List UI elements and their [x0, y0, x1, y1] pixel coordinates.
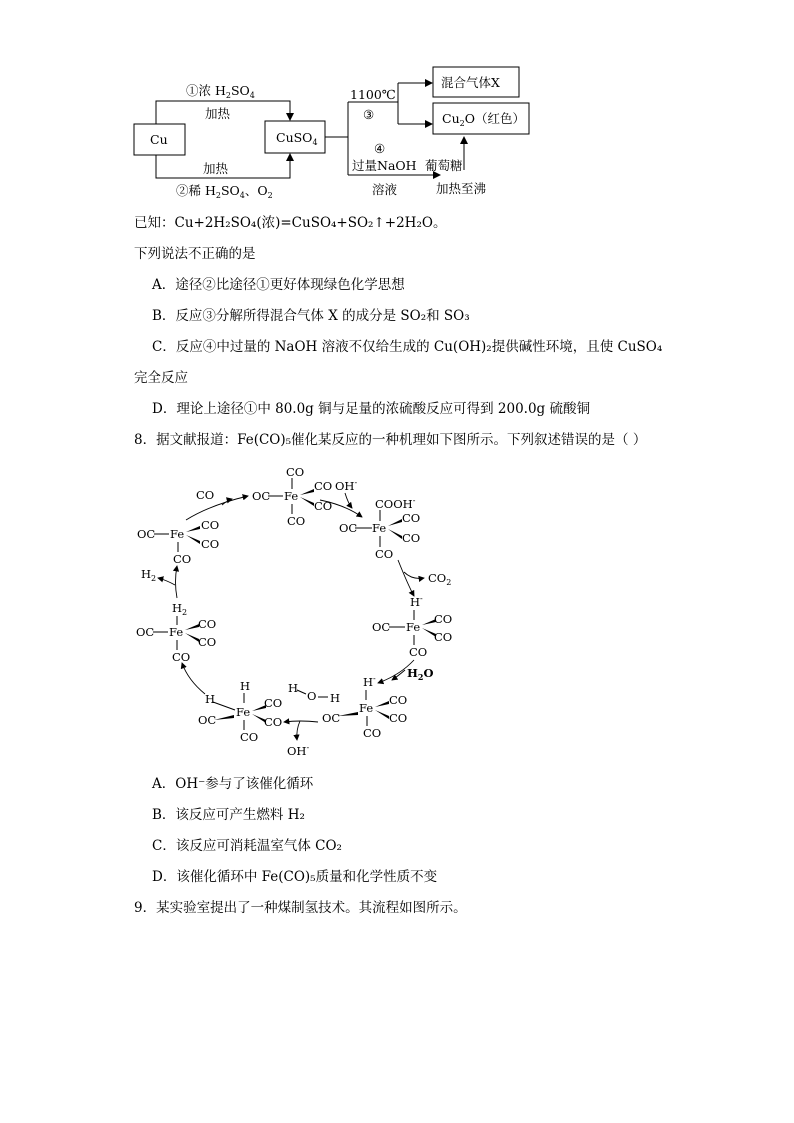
temperature-label: 1100℃: [350, 87, 396, 102]
copper-sulfate-flow-diagram: [0, 0, 794, 210]
svg-text:H: H: [330, 691, 341, 705]
svg-text:OC: OC: [322, 711, 341, 725]
cycle-arrow-to-h2-complex: [182, 663, 205, 694]
fe-dihydride-complex: [198, 679, 282, 744]
svg-text:CO: CO: [198, 635, 217, 649]
svg-text:Fe: Fe: [406, 620, 421, 634]
fe-co5-catalytic-cycle: [0, 455, 794, 765]
q7-option-d: D．理论上途径①中 80.0g 铜与足量的浓硫酸反应可得到 200.0g 硫酸铜: [152, 401, 590, 417]
svg-text:CO: CO: [201, 537, 220, 551]
svg-text:CO: CO: [173, 552, 192, 566]
path2-heat: 加热: [203, 161, 229, 176]
svg-text:H: H: [205, 692, 216, 706]
svg-text:CO: CO: [389, 693, 408, 707]
svg-text:H: H: [288, 681, 299, 695]
co-leaving-label: CO: [196, 488, 215, 502]
svg-text:OC: OC: [137, 527, 156, 541]
path1-heat: 加热: [205, 106, 231, 121]
oh-leaving-label: OH-: [287, 743, 310, 758]
naoh-label: 过量NaOH: [352, 158, 417, 173]
svg-text:CO: CO: [434, 612, 453, 626]
svg-text:OC: OC: [198, 713, 217, 727]
svg-text:OC: OC: [136, 625, 155, 639]
svg-text:O: O: [307, 689, 317, 703]
svg-text:CO: CO: [201, 518, 220, 532]
boil-label: 加热至沸: [436, 181, 487, 196]
cuso4-label: CuSO$_4$: [276, 130, 318, 147]
step4-label: ④: [374, 141, 386, 156]
path2-reagent: ②稀 $H_2SO_4$、$O_2$: [176, 183, 273, 200]
svg-text:CO: CO: [402, 531, 421, 545]
svg-text:Fe: Fe: [236, 705, 251, 719]
svg-text:Fe: Fe: [170, 527, 185, 541]
q8-option-b: B．该反应可产生燃料 H₂: [152, 807, 305, 823]
svg-text:CO: CO: [402, 511, 421, 525]
svg-text:Fe: Fe: [169, 625, 184, 639]
svg-text:CO: CO: [314, 479, 333, 493]
svg-text:CO: CO: [434, 630, 453, 644]
fe-co4-complex: [137, 518, 219, 566]
svg-text:CO: CO: [240, 730, 259, 744]
fe-co5-complex: [252, 465, 332, 528]
h2-out-arrow: [158, 578, 175, 585]
solution-label: 溶液: [372, 182, 398, 197]
svg-text:Fe: Fe: [372, 521, 387, 535]
svg-text:H: H: [240, 679, 251, 693]
svg-text:CO: CO: [264, 696, 283, 710]
svg-text:CO: CO: [314, 499, 333, 513]
svg-text:COOH-: COOH-: [375, 496, 416, 511]
q9-stem: 9．某实验室提出了一种煤制氢技术。其流程如图所示。: [134, 900, 467, 916]
cu-label: Cu: [150, 132, 168, 147]
cycle-arrow-co2-loss: [398, 560, 414, 596]
svg-text:CO: CO: [198, 617, 217, 631]
co2-leaving-label: $CO_2$: [428, 571, 452, 587]
fe-water-complex: [288, 674, 407, 740]
fe-hydride-complex: [372, 594, 452, 659]
oh-out-arrow: [297, 721, 300, 740]
svg-text:Fe: Fe: [359, 701, 374, 715]
cu2o-label: $Cu_2O$（红色）: [442, 111, 525, 128]
svg-text:CO: CO: [172, 650, 191, 664]
svg-text:OC: OC: [372, 620, 391, 634]
svg-text:H2: $H_2$: [172, 601, 188, 617]
co2-out-arrow: [404, 572, 424, 578]
h2-leaving-label: $H_2$: [141, 567, 157, 583]
svg-text:CO: CO: [286, 465, 305, 479]
q7-option-a: A．途径②比途径①更好体现绿色化学思想: [152, 277, 405, 293]
svg-text:CO: CO: [264, 715, 283, 729]
svg-text:H-: H-: [410, 594, 423, 609]
h2o-entering-label: $H_2O$: [407, 666, 434, 682]
cycle-arrow-h2-loss: [176, 566, 178, 598]
gas-x-label: 混合气体X: [441, 75, 500, 90]
q8-option-d: D．该催化循环中 Fe(CO)₅质量和化学性质不变: [152, 869, 438, 885]
cycle-arrow-oh-loss: [284, 721, 318, 722]
h2o-in-arrow: [392, 670, 405, 680]
q8-option-a: A．OH⁻参与了该催化循环: [152, 776, 314, 792]
q8-option-c: C．该反应可消耗温室气体 CO₂: [152, 838, 342, 854]
svg-text:Fe: Fe: [284, 489, 299, 503]
svg-text:OC: OC: [339, 521, 358, 535]
oh-entering-label: OH-: [335, 478, 358, 493]
svg-text:CO: CO: [287, 514, 306, 528]
svg-text:OC: OC: [252, 489, 271, 503]
q7-option-b: B．反应③分解所得混合气体 X 的成分是 SO₂和 SO₃: [152, 308, 470, 324]
path1-reagent: ①浓 $H_2SO_4$: [186, 83, 255, 100]
svg-text:CO: CO: [363, 726, 382, 740]
q7-stem: 下列说法不正确的是: [134, 246, 256, 262]
fe-h2-complex: [136, 601, 216, 664]
oh-in-arrow: [345, 493, 352, 508]
glucose-label: 葡萄糖: [425, 158, 463, 173]
q7-option-c: C．反应④中过量的 NaOH 溶液不仅给生成的 Cu(OH)₂提供碱性环境，且使 CuSO₄: [152, 339, 663, 355]
known-equation: 已知：Cu+2H₂SO₄(浓)=CuSO₄+SO₂↑+2H₂O。: [134, 215, 447, 231]
q7-option-c-cont: 完全反应: [134, 370, 188, 386]
q8-stem: 8．据文献报道：Fe(CO)₅催化某反应的一种机理如下图所示。下列叙述错误的是（ ）: [134, 432, 647, 448]
step3-label: ③: [363, 107, 375, 122]
svg-text:CO: CO: [389, 711, 408, 725]
svg-text:CO: CO: [375, 547, 394, 561]
fe-cooh-complex: [339, 496, 420, 561]
svg-text:H-: H-: [363, 674, 376, 689]
svg-text:CO: CO: [409, 645, 428, 659]
